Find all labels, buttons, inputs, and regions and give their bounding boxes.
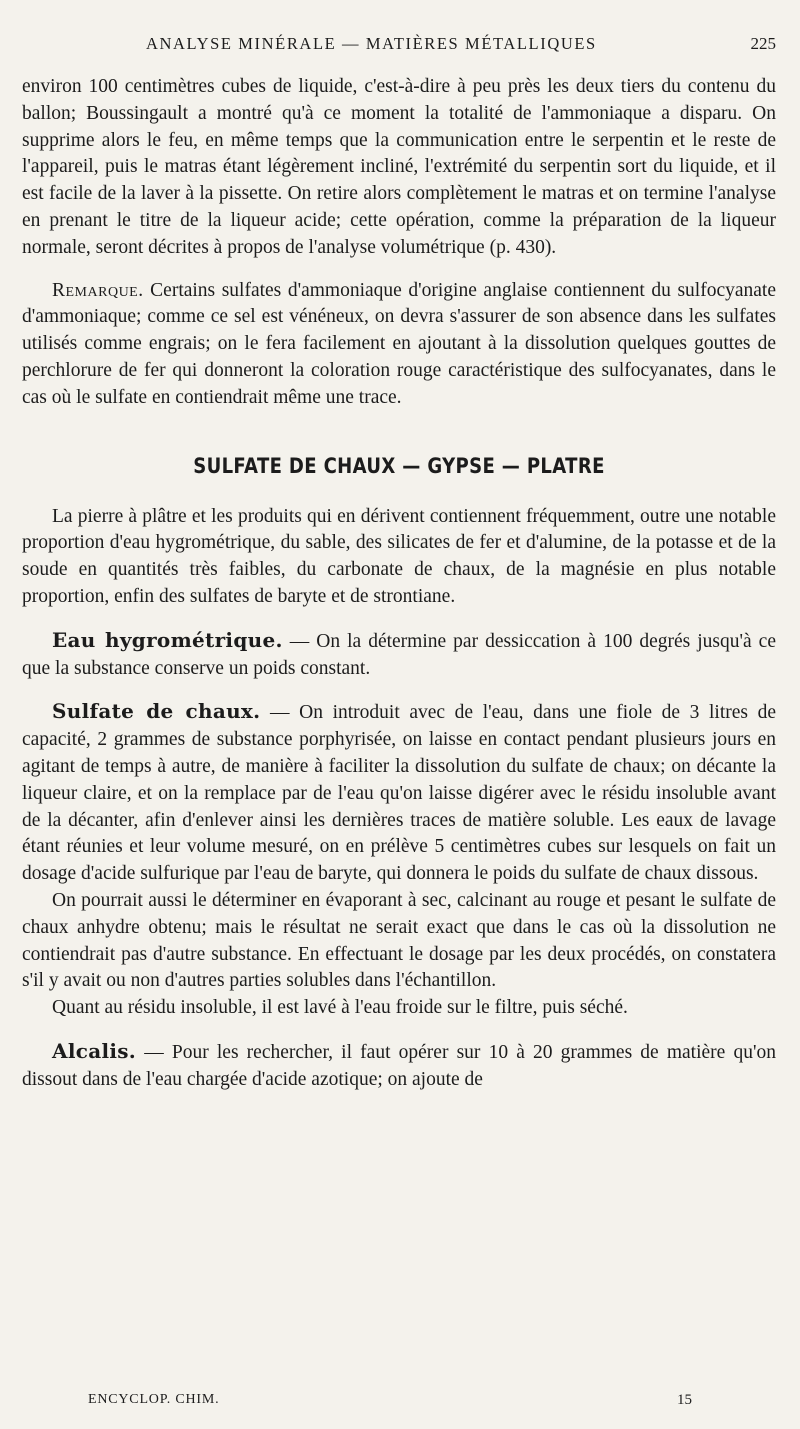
run-in-heading-sulfate: Sulfate de chaux. <box>52 699 261 724</box>
signature-number: 15 <box>677 1392 692 1408</box>
running-header <box>22 34 776 58</box>
run-in-heading-alcalis: Alcalis. <box>52 1038 137 1063</box>
run-in-heading-eau: Eau hygrométrique. <box>52 627 283 652</box>
paragraph-sulfate-de-chaux <box>22 698 776 888</box>
signature-mark: ENCYCLOP. CHIM. <box>88 1392 220 1407</box>
section-intro: La pierre à plâtre et les produits qui en dérivent contiennent fréquemment, outre une notable proportion d'eau hygrométrique, du sable, des silicates de fer et d'alumine, de la potasse et de la soude en quantités très faibles, du carbonate de chaux, de la magnésie en plus notable proportion, enfin des sulfates de baryte et de strontiane. <box>22 505 776 607</box>
paragraph-sulfate-evaporation: On pourrait aussi le déterminer en évaporant à sec, calcinant au rouge et pesant le sulfate de chaux anhydre obtenu; mais le résultat ne serait exact que dans le cas où la dissolution ne contiendrait pas d'autre substance. En effectuant le dosage par les deux procédés, on constatera s'il y avait ou non d'autres parties solubles dans l'échantillon. <box>22 889 776 992</box>
sulfate-text: — On introduit avec de l'eau, dans une fiole de 3 litres de capacité, 2 grammes de substance porphyrisée, on laisse en contact pendant plusieurs jours en agitant de temps à autre, de manière à faciliter la dissolution du sulfate de chaux; on décante la liqueur claire, et on la remplace par de l'eau qu'on laisse digérer avec le résidu insoluble avant de la décanter, afin d'enlever ainsi les dernières traces de matière soluble. Les eaux de lavage étant réunies et leur volume mesuré, on en prélève 5 centimètres cubes sur lesquels on fait un dosage d'acide sulfurique par l'eau de baryte, qui donnera le poids du sulfate de chaux dissous. <box>22 702 776 885</box>
remark-text: Certains sulfates d'ammoniaque d'origine anglaise contiennent du sulfocyanate d'ammoniaque; comme ce sel est vénéneux, on devra s'assurer de son absence dans les sulfates utilisés comme engrais; on le fera facilement en ajoutant à la dissolution quelques gouttes de perchlorure de fer qui donneront la coloration rouge caractéristique des sulfocyanates, dans le cas où le sulfate en contiendrait même une trace. <box>22 279 776 408</box>
paragraph-eau-hygrometrique <box>22 627 776 683</box>
paragraph-alcalis <box>22 1038 776 1094</box>
paragraph-residu-insoluble: Quant au résidu insoluble, il est lavé à l'eau froide sur le filtre, puis séché. <box>52 997 628 1019</box>
remark-label: Remarque. <box>52 279 144 301</box>
paragraph-continued: environ 100 centimètres cubes de liquide, c'est-à-dire à peu près les deux tiers du contenu du ballon; Boussingault a montré qu'à ce moment la totalité de l'ammoniaque a disparu. On supprime alors le feu, en même temps que la communication entre le serpentin et le reste de l'appareil, puis le matras étant légèrement incliné, l'extrémité du serpentin sort du liquide, et il est facile de la laver à la pissette. On retire alors complètement le matras et on termine l'analyse en prenant le titre de la liqueur acide; cette opération, comme la préparation de la liqueur normale, seront décrites à propos de l'analyse volumétrique (p. 430). <box>22 76 776 258</box>
running-title: ANALYSE MINÉRALE — MATIÈRES MÉTALLIQUES <box>146 34 597 53</box>
page-number: 225 <box>750 34 776 53</box>
page-body <box>22 74 776 1094</box>
remark-paragraph <box>22 278 776 412</box>
alcalis-text: — Pour les rechercher, il faut opérer sur 10 à 20 grammes de matière qu'on dissout dans de l'eau chargée d'acide azotique; on ajoute de <box>22 1041 776 1090</box>
section-heading: SULFATE DE CHAUX — GYPSE — PLATRE <box>193 453 605 478</box>
eau-text: — On la détermine par dessiccation à 100 degrés jusqu'à ce que la substance conserve un poids constant. <box>22 630 776 679</box>
